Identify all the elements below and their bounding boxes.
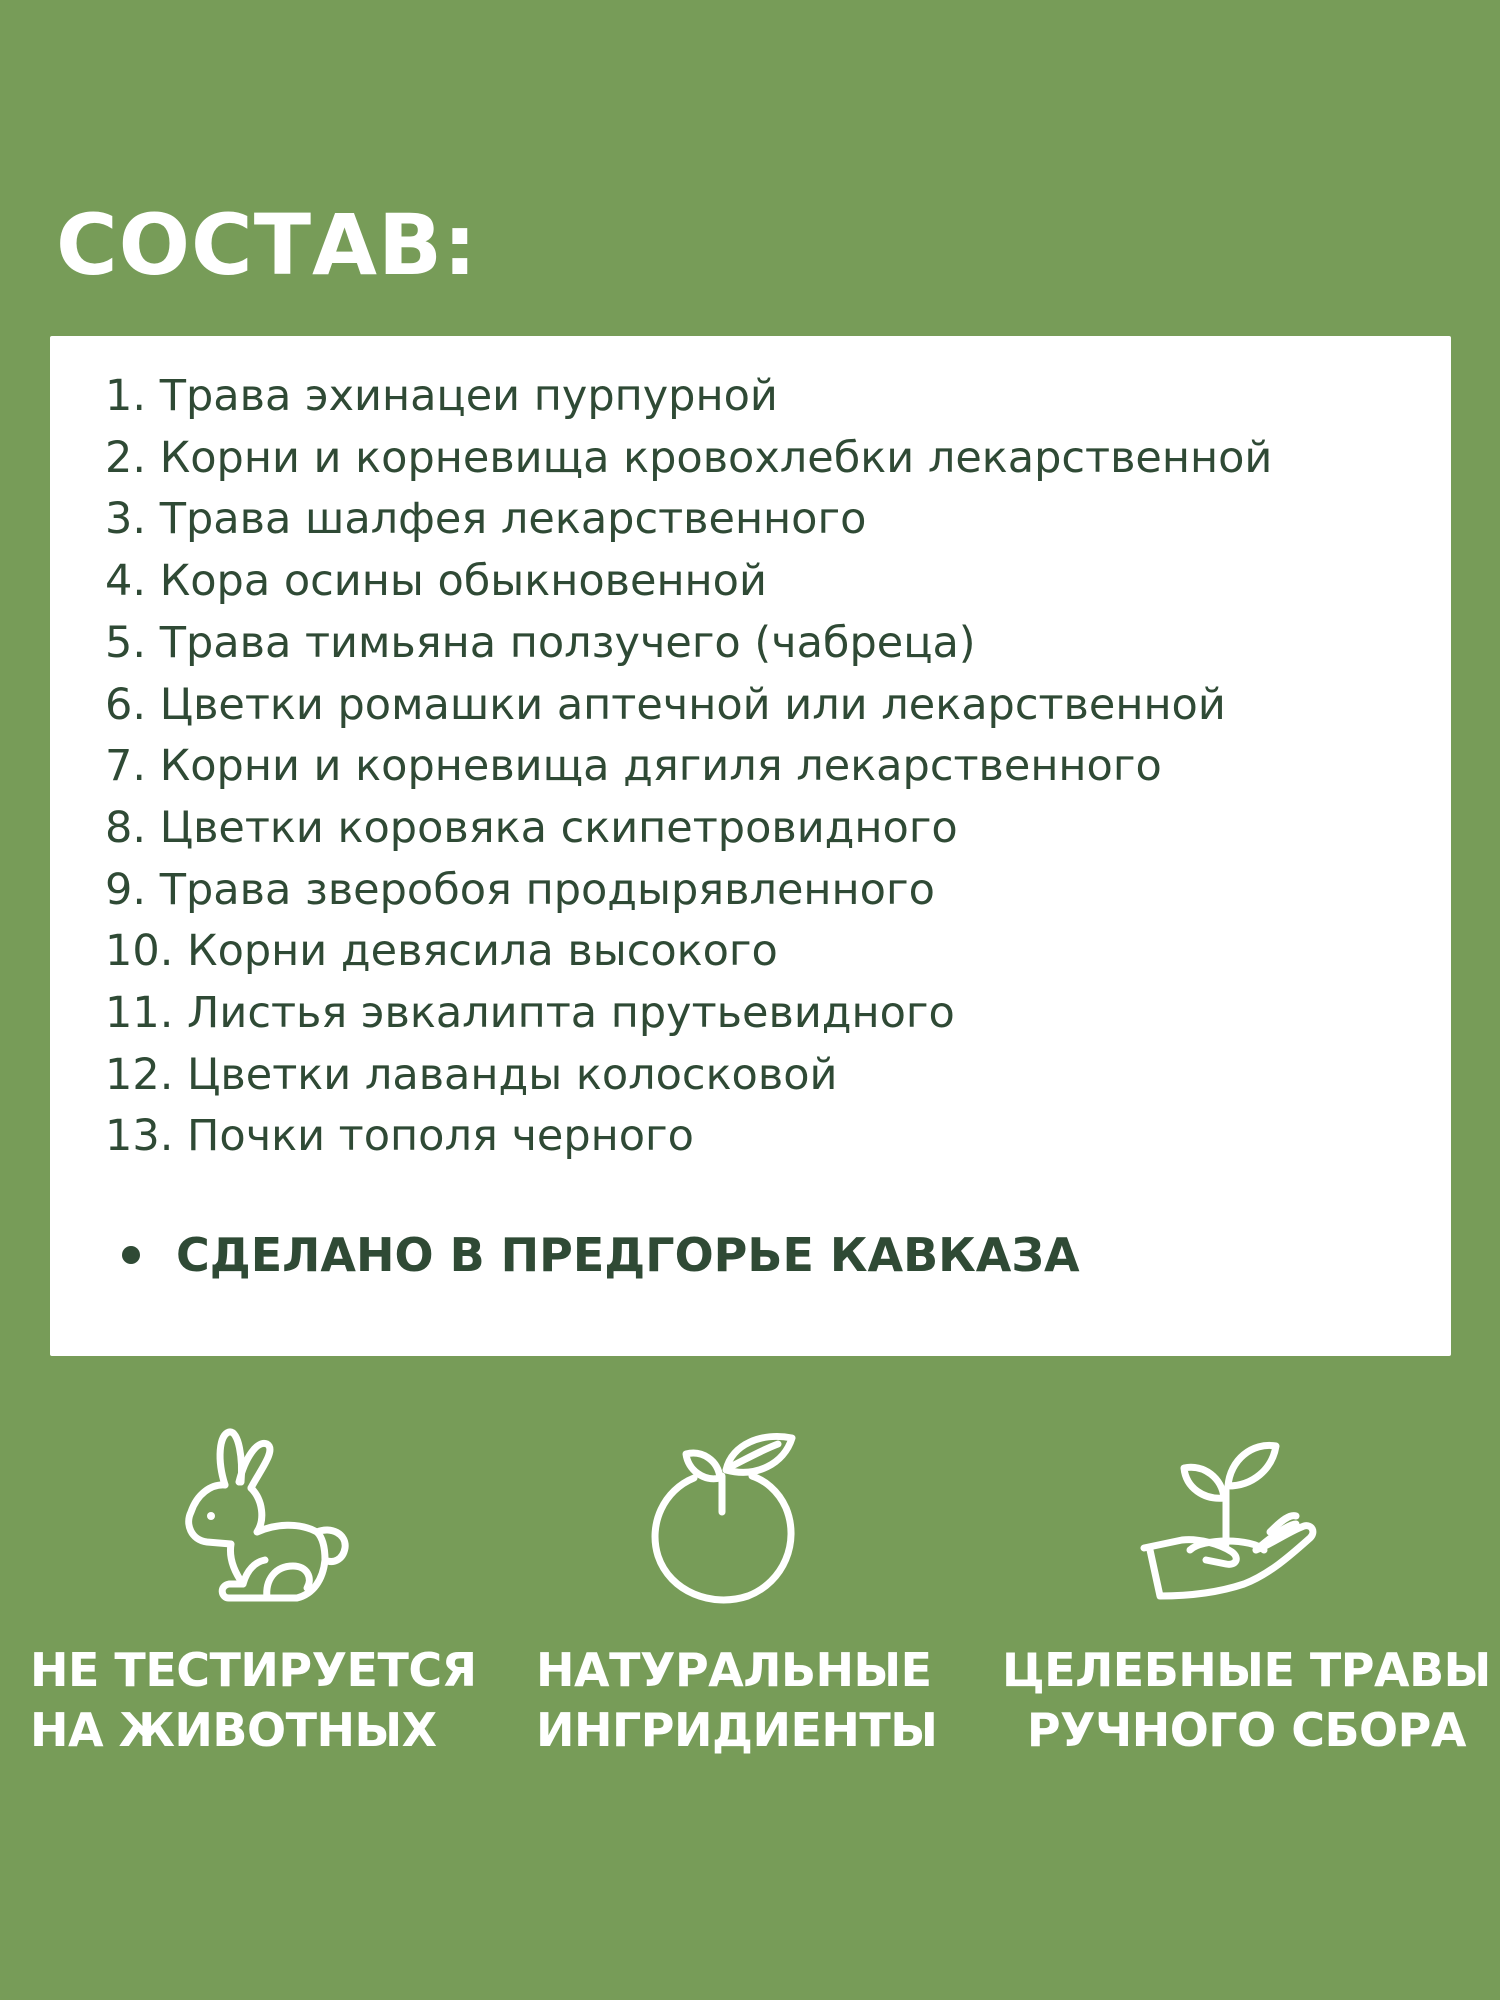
caption-line: НЕ ТЕСТИРУЕТСЯ [30,1643,477,1697]
list-item: 9. Трава зверобоя продырявленного [105,864,935,915]
made-in-text: СДЕЛАНО В ПРЕДГОРЬЕ КАВКАЗА [176,1228,1080,1282]
ingredients-list [105,366,1435,1168]
fruit-leaf-icon [612,1420,832,1620]
rabbit-icon [147,1420,367,1620]
list-item: 4. Кора осины обыкновенной [105,556,767,607]
list-item: 12. Цветки лаванды колосковой [105,1049,838,1100]
ingredients-panel [50,336,1451,1356]
list-item: 10. Корни девясила высокого [105,926,778,977]
list-item: 11. Листья эвкалипта прутьевидного [105,988,955,1039]
list-item: 1. Трава эхинацеи пурпурной [105,371,778,421]
sprout-hand-icon [1120,1420,1340,1620]
caption-line: НА ЖИВОТНЫХ [30,1703,437,1757]
made-in-note [122,1225,1080,1285]
list-item: 3. Трава шалфея лекарственного [105,494,867,545]
list-item: 6. Цветки ромашки аптечной или лекарственной [105,679,1226,730]
bullet-icon [122,1246,140,1264]
caption-line: РУЧНОГО СБОРА [1026,1703,1466,1757]
feature-caption [536,1640,937,1760]
feature-caption [1002,1640,1491,1760]
caption-line: ИНГРИДИЕНТЫ [536,1703,938,1757]
list-item: 5. Трава тимьяна ползучего (чабреца) [105,617,976,668]
list-item: 13. Почки тополя черного [105,1111,694,1162]
page-title: СОСТАВ: [56,196,478,294]
list-item: 7. Корни и корневища дягиля лекарственного [105,741,1162,792]
caption-line: ЦЕЛЕБНЫЕ ТРАВЫ [1002,1643,1491,1697]
list-item: 2. Корни и корневища кровохлебки лекарственной [105,432,1273,483]
feature-caption [30,1640,477,1760]
caption-line: НАТУРАЛЬНЫЕ [536,1643,932,1697]
list-item: 8. Цветки коровяка скипетровидного [105,802,958,853]
